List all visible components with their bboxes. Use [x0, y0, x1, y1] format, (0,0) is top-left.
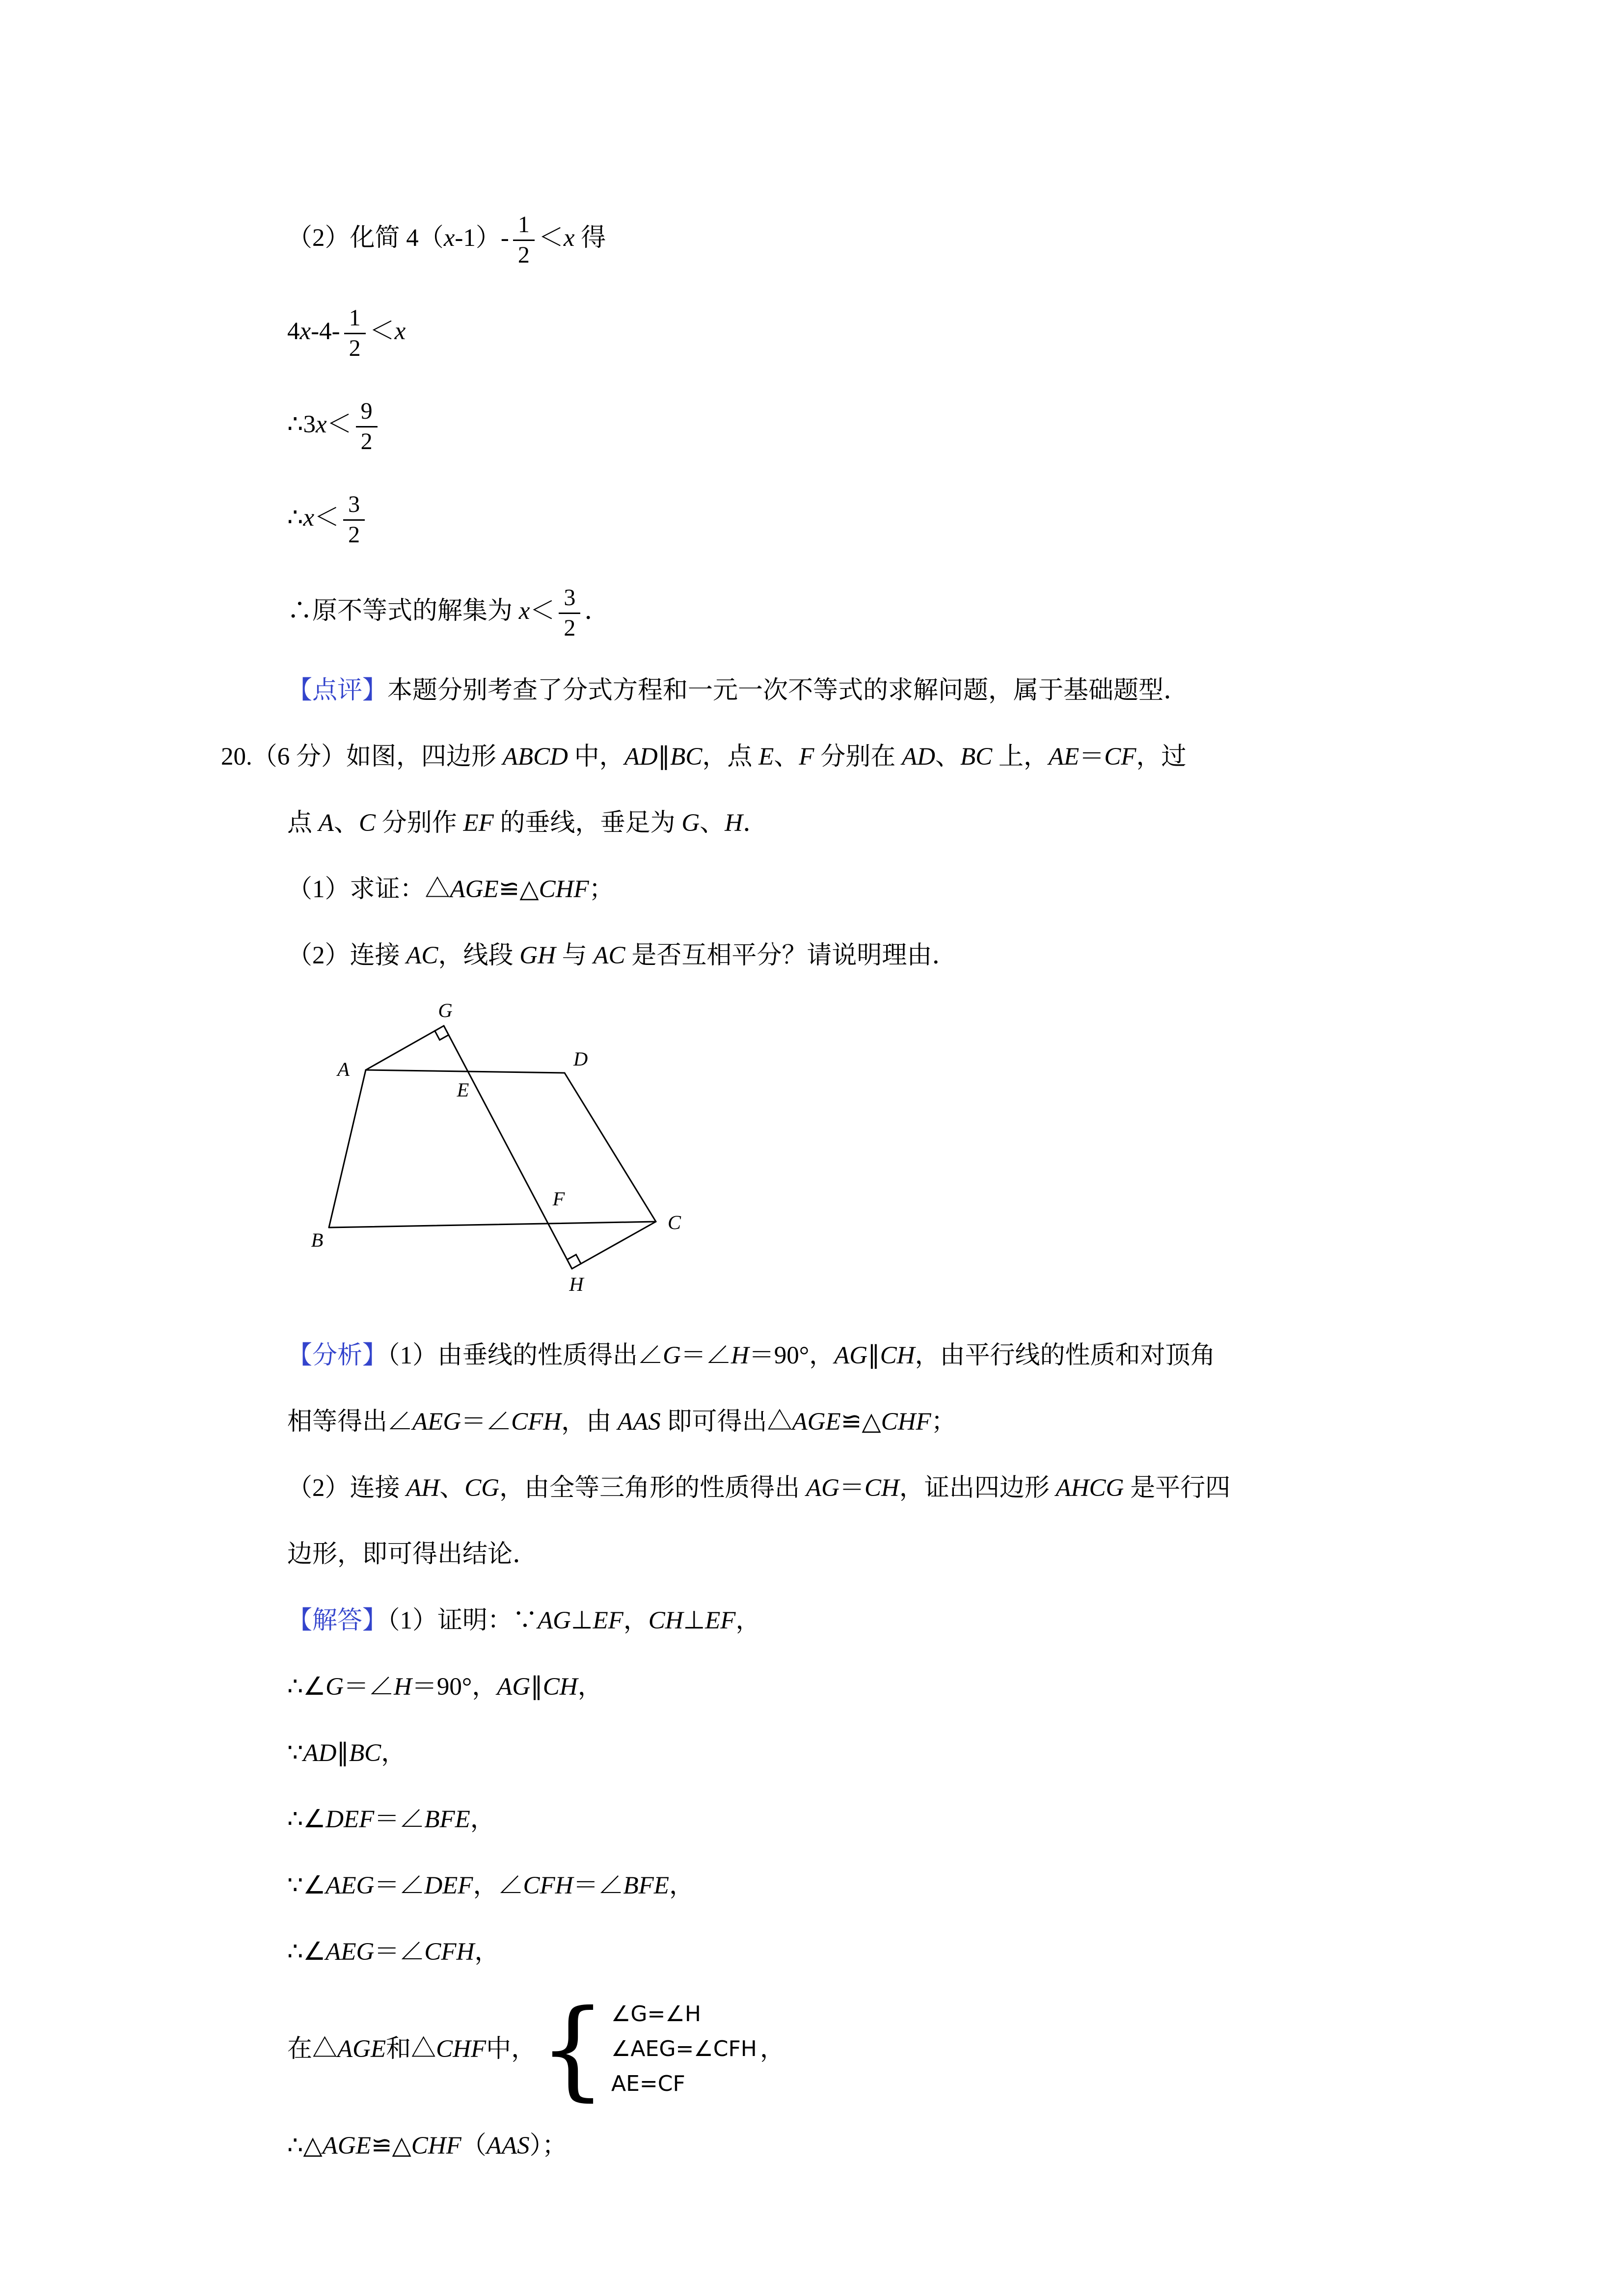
figure-svg	[299, 996, 712, 1313]
text-run: ；	[589, 876, 614, 903]
math-variable: x	[518, 597, 530, 625]
text-run: （2）化简 4（	[287, 224, 444, 252]
text-run: ＝90°，	[411, 1673, 497, 1701]
math-variable: G	[325, 1673, 344, 1701]
text-run: 中，	[486, 2035, 537, 2063]
math-variable: H	[394, 1673, 412, 1701]
equation-rows	[611, 2000, 757, 2098]
paragraph-analysis-line1	[287, 1323, 1624, 1389]
text-run: ，	[470, 1806, 495, 1833]
math-variable: CHF	[539, 876, 589, 903]
math-variable: CFH	[424, 1938, 475, 1966]
text-run: ∴3	[287, 411, 316, 438]
paragraph-simplify-step	[287, 191, 1624, 285]
math-variable: BC	[670, 743, 703, 771]
text-run: 上，	[992, 743, 1049, 771]
paragraph-proof-step2	[287, 1720, 1624, 1787]
segment-AG	[366, 1026, 444, 1070]
text-run: ，由平行线的性质和对顶角	[915, 1342, 1216, 1369]
math-variable: AEG	[325, 1938, 375, 1966]
text-run: 20.（6 分）如图，四边形	[221, 743, 503, 771]
math-variable: DEF	[424, 1872, 473, 1899]
fraction	[559, 586, 580, 641]
text-run: ．	[584, 597, 610, 625]
text-run: ＝	[839, 1474, 865, 1502]
math-variable: AE	[1048, 743, 1080, 771]
equation-system	[539, 1986, 757, 2112]
text-run: （	[461, 2132, 487, 2160]
math-variable: AEG	[325, 1872, 375, 1899]
text-run: 、	[700, 809, 725, 837]
text-run: ，线段	[438, 942, 520, 969]
math-variable: BC	[960, 743, 993, 771]
figure-labels	[311, 999, 681, 1295]
text-run: 分别在	[814, 743, 902, 771]
text-run: -4-	[311, 318, 340, 345]
paragraph-proof-step5	[287, 1919, 1624, 1985]
fraction	[513, 213, 535, 267]
math-variable: CFH	[511, 1408, 562, 1436]
text-run: 的垂线，垂足为	[493, 809, 682, 837]
math-variable: CH	[542, 1673, 578, 1701]
text-run: 中，	[568, 743, 624, 771]
text-run: ≌△	[498, 876, 539, 903]
geometry-figure	[299, 996, 1624, 1315]
math-variable: DEF	[325, 1806, 375, 1833]
fraction-numerator: 9	[356, 399, 378, 427]
math-variable: BFE	[424, 1806, 470, 1833]
fraction	[343, 492, 365, 547]
math-variable: AGE	[450, 876, 499, 903]
text-run: ⊥	[683, 1607, 705, 1634]
paragraph-x-step	[287, 471, 1624, 564]
fraction-denominator: 2	[349, 335, 361, 361]
text-run: ∴	[287, 504, 303, 532]
figure-lines	[329, 1026, 656, 1269]
label-A: A	[337, 1058, 350, 1080]
text-run: ．	[743, 809, 768, 837]
text-run: ∥	[336, 1739, 349, 1767]
math-variable: x	[315, 411, 327, 438]
text-run: ；	[931, 1408, 956, 1436]
text-run: ，∠	[473, 1872, 523, 1899]
text-run: ∥	[657, 743, 671, 771]
math-variable: AH	[406, 1474, 440, 1502]
text-run: ，	[623, 1607, 649, 1634]
math-variable: x	[394, 318, 406, 345]
text-run: ＜	[538, 224, 564, 252]
text-run: 在△	[287, 2035, 338, 2063]
math-variable: EF	[593, 1607, 623, 1634]
text-run: ∵∠	[287, 1872, 326, 1899]
math-variable: H	[731, 1342, 749, 1369]
paragraph-analysis-line2	[287, 1389, 1624, 1455]
text-run: （1）求证：△	[287, 876, 450, 903]
edge-BC	[329, 1222, 656, 1228]
text-run: 、	[439, 1474, 465, 1502]
paragraph-comment	[287, 658, 1624, 724]
text-run: ∥	[530, 1673, 543, 1701]
text-run: ，证出四边形	[899, 1474, 1056, 1502]
label-E: E	[457, 1079, 469, 1101]
text-run: ＝∠	[573, 1872, 623, 1899]
math-variable: AGE	[792, 1408, 841, 1436]
edge-AD	[366, 1070, 565, 1073]
text-run: 是平行四	[1124, 1474, 1231, 1502]
text-run: 和△	[386, 2035, 436, 2063]
fraction-numerator: 1	[344, 306, 366, 334]
text-run: ∥	[867, 1342, 880, 1369]
math-variable: CG	[464, 1474, 500, 1502]
math-variable: AD	[624, 743, 658, 771]
math-variable: CH	[880, 1342, 915, 1369]
line-GEFH	[444, 1026, 572, 1269]
math-variable: E	[758, 743, 774, 771]
fraction-numerator: 1	[513, 213, 535, 240]
paragraph-proof-step4	[287, 1853, 1624, 1919]
text-run: ＝∠	[461, 1408, 512, 1436]
text-run: 即可得出△	[660, 1408, 792, 1436]
text-run: ，	[577, 1673, 603, 1701]
paragraph-analysis-line3	[287, 1455, 1624, 1522]
text-run: ＝∠	[374, 1938, 425, 1966]
math-variable: AG	[834, 1342, 868, 1369]
text-run: ，	[759, 2035, 785, 2063]
math-variable: CF	[1104, 743, 1137, 771]
math-variable: AG	[538, 1607, 571, 1634]
math-variable: AG	[806, 1474, 839, 1502]
math-variable: AGE	[337, 2035, 386, 2063]
label-B: B	[311, 1229, 324, 1251]
label-D: D	[573, 1048, 588, 1070]
equation-row: ∠AEG=∠CFH	[611, 2036, 757, 2062]
section-label: 【点评】	[287, 677, 388, 704]
math-variable: GH	[519, 942, 556, 969]
segment-CH	[572, 1222, 656, 1269]
fraction-denominator: 2	[564, 614, 576, 641]
text-run: 是否互相平分？请说明理由．	[625, 942, 957, 969]
fraction-denominator: 2	[360, 428, 373, 454]
edge-DC	[565, 1073, 656, 1222]
text-run: （2）连接	[287, 942, 406, 969]
math-variable: AC	[406, 942, 438, 969]
text-run: ＝90°，	[749, 1342, 835, 1369]
text-run: ，	[735, 1607, 761, 1634]
text-run: 本题分别考查了分式方程和一元一次不等式的求解问题，属于基础题型．	[387, 677, 1189, 704]
paragraph-analysis-line4	[287, 1522, 1624, 1588]
text-run: 分别作	[375, 809, 463, 837]
text-run: ＝∠	[374, 1806, 425, 1833]
paragraph-question-part1	[287, 856, 1624, 923]
fraction	[344, 306, 366, 361]
paragraph-expand-step	[287, 285, 1624, 378]
text-run: ，由全等三角形的性质得出	[499, 1474, 806, 1502]
text-run: 4	[287, 318, 300, 345]
label-H: H	[569, 1273, 584, 1295]
math-variable: AGE	[322, 2132, 371, 2160]
math-variable: x	[443, 224, 455, 252]
math-variable: F	[799, 743, 814, 771]
text-run: ⊥	[571, 1607, 593, 1634]
equation-row: AE=CF	[611, 2071, 685, 2097]
math-variable: AD	[901, 743, 935, 771]
text-run: 相等得出∠	[287, 1408, 413, 1436]
text-run: 、	[333, 809, 359, 837]
math-variable: AHCG	[1056, 1474, 1124, 1502]
fraction-denominator: 2	[348, 521, 360, 548]
text-run: ∴△	[287, 2132, 323, 2160]
text-run: ＝	[1079, 743, 1105, 771]
text-run: ≌△	[840, 1408, 881, 1436]
math-variable: H	[725, 809, 743, 837]
math-variable: x	[303, 504, 315, 532]
math-variable: G	[681, 809, 700, 837]
text-run: 、	[774, 743, 799, 771]
math-variable: AAS	[486, 2132, 530, 2160]
fraction-numerator: 3	[343, 492, 365, 520]
equation-row: ∠G=∠H	[611, 2002, 701, 2027]
math-variable: C	[358, 809, 376, 837]
paragraph-congruence-conclusion	[287, 2113, 1624, 2179]
math-variable: EF	[705, 1607, 736, 1634]
text-run: ，	[669, 1872, 694, 1899]
text-run: ＝∠	[374, 1872, 425, 1899]
math-variable: AD	[303, 1739, 337, 1767]
text-run: ，点	[702, 743, 759, 771]
text-run: ＜	[326, 411, 352, 438]
math-variable: A	[318, 809, 334, 837]
text-run: ＜	[314, 504, 340, 532]
math-variable: x	[299, 318, 311, 345]
math-variable: AEG	[412, 1408, 461, 1436]
label-G: G	[438, 999, 453, 1021]
paragraph-question-20-line1	[221, 724, 1624, 790]
math-variable: EF	[463, 809, 494, 837]
text-run: ＜	[530, 597, 555, 625]
fraction	[356, 399, 378, 454]
text-run: ∵	[287, 1739, 303, 1767]
text-run: ∴∠	[287, 1673, 326, 1701]
brace-glyph: {	[539, 1986, 606, 2112]
math-variable: CH	[864, 1474, 899, 1502]
fraction-numerator: 3	[559, 586, 580, 614]
math-variable: BC	[349, 1739, 381, 1767]
text-run: 得	[574, 224, 606, 252]
text-run: 边形，即可得出结论．	[287, 1541, 538, 1568]
section-label: 【解答】	[287, 1607, 388, 1634]
text-run: ＜	[369, 318, 395, 345]
math-variable: AAS	[617, 1408, 661, 1436]
paragraph-3x-step	[287, 378, 1624, 471]
paragraph-proof-start	[287, 1588, 1624, 1654]
text-run: 与	[555, 942, 594, 969]
paragraph-proof-step1	[287, 1654, 1624, 1720]
text-run: ，	[474, 1938, 500, 1966]
text-run: （1）由垂线的性质得出∠	[387, 1342, 663, 1369]
text-run: ∴∠	[287, 1806, 326, 1833]
math-variable: BFE	[623, 1872, 669, 1899]
text-run: -1）-	[455, 224, 509, 252]
text-run: ∴原不等式的解集为	[287, 597, 519, 625]
text-run: ）；	[529, 2132, 568, 2160]
text-run: ，由	[561, 1408, 618, 1436]
math-variable: ABCD	[502, 743, 568, 771]
paragraph-triangle-system	[287, 1985, 1624, 2113]
math-variable: CHF	[436, 2035, 487, 2063]
text-run: （2）连接	[287, 1474, 406, 1502]
paragraph-question-20-line2	[287, 790, 1624, 856]
edge-AB	[329, 1070, 366, 1228]
label-C: C	[668, 1211, 681, 1233]
text-run: ＝∠	[680, 1342, 731, 1369]
math-variable: CHF	[411, 2132, 461, 2160]
paragraph-solution-set	[287, 564, 1624, 658]
text-run: （1）证明：∵	[387, 1607, 538, 1634]
section-label: 【分析】	[287, 1342, 388, 1369]
text-run: ∴∠	[287, 1938, 326, 1966]
text-run: 、	[935, 743, 960, 771]
paragraph-proof-step3	[287, 1787, 1624, 1853]
fraction-denominator: 2	[517, 241, 530, 268]
math-variable: CHF	[881, 1408, 931, 1436]
math-variable: CFH	[523, 1872, 573, 1899]
text-run: ＝∠	[344, 1673, 394, 1701]
math-variable: AG	[497, 1673, 531, 1701]
math-variable: CH	[648, 1607, 683, 1634]
text-run: ，	[381, 1739, 406, 1767]
label-F: F	[552, 1188, 565, 1210]
text-run: ，过	[1136, 743, 1187, 771]
paragraph-question-part2	[287, 923, 1624, 989]
math-variable: x	[563, 224, 575, 252]
text-run: 点	[287, 809, 319, 837]
math-variable: G	[663, 1342, 681, 1369]
math-variable: AC	[593, 942, 625, 969]
text-run: ≌△	[371, 2132, 411, 2160]
